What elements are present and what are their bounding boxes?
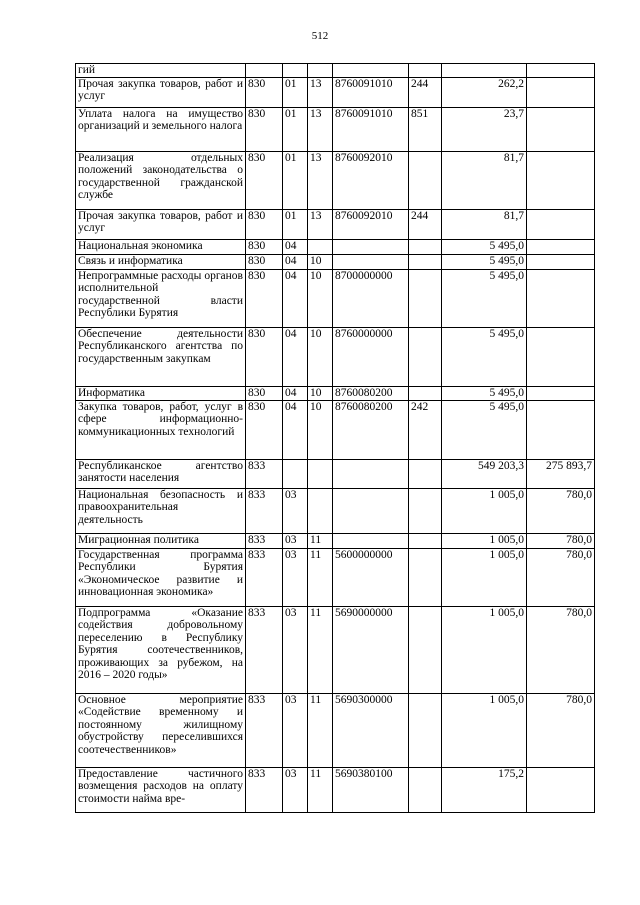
- row-ved: 833: [246, 459, 283, 488]
- table-row: [76, 209, 595, 239]
- row-rz: 01: [283, 209, 308, 239]
- table-row: [76, 459, 595, 488]
- table-row: [76, 533, 595, 548]
- row-rz: 01: [283, 151, 308, 209]
- row-sum-2: [527, 239, 595, 254]
- row-sum-2: 780,0: [527, 693, 595, 767]
- row-ved: 833: [246, 488, 283, 533]
- row-csr: 8760000000: [333, 327, 409, 386]
- row-sum-1: [442, 64, 527, 78]
- row-sum-1: 5 495,0: [442, 239, 527, 254]
- row-sum-2: [527, 269, 595, 327]
- row-csr: 5600000000: [333, 548, 409, 606]
- row-sum-2: [527, 107, 595, 151]
- budget-table: [75, 63, 595, 813]
- row-rz: 04: [283, 386, 308, 400]
- row-sum-2: 780,0: [527, 606, 595, 693]
- row-vr: [409, 693, 442, 767]
- row-name: Основное мероприятие «Содействие временному и постоянному жилищному обустройству переселившихся соотечественников»: [76, 693, 246, 767]
- table-row: [76, 386, 595, 400]
- row-rz: 01: [283, 77, 308, 107]
- row-name: Прочая закупка товаров, работ и услуг: [76, 209, 246, 239]
- row-name: Миграционная политика: [76, 533, 246, 548]
- table-row: [76, 400, 595, 459]
- row-name: Национальная экономика: [76, 239, 246, 254]
- row-sum-1: 1 005,0: [442, 606, 527, 693]
- table-row: [76, 239, 595, 254]
- row-name: Подпрограмма «Оказание содействия добровольному переселению в Республику Бурятия соотечественников, проживающих за рубежом, на 2016 – 2020 годы»: [76, 606, 246, 693]
- row-vr: [409, 254, 442, 269]
- row-sum-2: [527, 64, 595, 78]
- row-vr: [409, 606, 442, 693]
- row-csr: 5690300000: [333, 693, 409, 767]
- row-ved: [246, 64, 283, 78]
- row-pr: 11: [308, 693, 333, 767]
- table-row: [76, 254, 595, 269]
- page-number: 512: [311, 30, 329, 42]
- row-rz: 01: [283, 107, 308, 151]
- row-pr: 10: [308, 254, 333, 269]
- row-name: Республиканское агентство занятости населения: [76, 459, 246, 488]
- row-ved: 830: [246, 107, 283, 151]
- row-sum-2: 780,0: [527, 488, 595, 533]
- row-vr: [409, 64, 442, 78]
- row-pr: [308, 459, 333, 488]
- row-sum-1: 5 495,0: [442, 269, 527, 327]
- row-sum-1: 1 005,0: [442, 488, 527, 533]
- row-name: Уплата налога на имущество организаций и земельного налога: [76, 107, 246, 151]
- row-rz: 03: [283, 767, 308, 812]
- row-name: Обеспечение деятельности Республиканского агентства по государственным закупкам: [76, 327, 246, 386]
- row-rz: 03: [283, 533, 308, 548]
- row-ved: 833: [246, 533, 283, 548]
- row-pr: 13: [308, 151, 333, 209]
- row-csr: 8760080200: [333, 386, 409, 400]
- row-sum-1: 1 005,0: [442, 693, 527, 767]
- row-sum-2: [527, 77, 595, 107]
- row-vr: [409, 386, 442, 400]
- row-sum-1: 549 203,3: [442, 459, 527, 488]
- row-pr: [308, 64, 333, 78]
- row-pr: 13: [308, 209, 333, 239]
- row-rz: 04: [283, 269, 308, 327]
- row-vr: 244: [409, 77, 442, 107]
- row-ved: 830: [246, 400, 283, 459]
- row-sum-2: [527, 327, 595, 386]
- row-csr: 8760091010: [333, 77, 409, 107]
- row-pr: 10: [308, 386, 333, 400]
- row-name: Закупка товаров, работ, услуг в сфере информационно-коммуникационных технологий: [76, 400, 246, 459]
- row-name: Реализация отдельных положений законодательства о государственной гражданской службе: [76, 151, 246, 209]
- row-pr: 13: [308, 107, 333, 151]
- table-row: [76, 269, 595, 327]
- row-ved: 830: [246, 327, 283, 386]
- row-ved: 833: [246, 548, 283, 606]
- row-vr: 244: [409, 209, 442, 239]
- row-pr: 11: [308, 548, 333, 606]
- row-sum-2: 780,0: [527, 533, 595, 548]
- row-vr: [409, 239, 442, 254]
- row-sum-1: 5 495,0: [442, 327, 527, 386]
- row-vr: [409, 548, 442, 606]
- row-ved: 830: [246, 254, 283, 269]
- row-ved: 830: [246, 77, 283, 107]
- row-csr: [333, 459, 409, 488]
- row-sum-1: 81,7: [442, 209, 527, 239]
- row-name: Национальная безопасность и правоохранительная деятельность: [76, 488, 246, 533]
- row-csr: [333, 533, 409, 548]
- table-row: [76, 606, 595, 693]
- row-rz: [283, 459, 308, 488]
- table-row: [76, 767, 595, 812]
- row-csr: [333, 64, 409, 78]
- row-ved: 830: [246, 386, 283, 400]
- table-row: [76, 548, 595, 606]
- row-pr: 11: [308, 533, 333, 548]
- row-name: гий: [76, 64, 246, 78]
- table-row: [76, 693, 595, 767]
- row-sum-1: 81,7: [442, 151, 527, 209]
- row-sum-1: 175,2: [442, 767, 527, 812]
- row-vr: 242: [409, 400, 442, 459]
- row-sum-1: 262,2: [442, 77, 527, 107]
- row-rz: 03: [283, 548, 308, 606]
- table-row: [76, 77, 595, 107]
- row-sum-2: 275 893,7: [527, 459, 595, 488]
- row-vr: [409, 533, 442, 548]
- row-sum-1: 5 495,0: [442, 254, 527, 269]
- table-row: [76, 64, 595, 78]
- row-csr: 8760091010: [333, 107, 409, 151]
- row-ved: 830: [246, 151, 283, 209]
- row-sum-2: [527, 400, 595, 459]
- row-vr: 851: [409, 107, 442, 151]
- row-name: Государственная программа Республики Бурятия «Экономическое развитие и инновационная экономика»: [76, 548, 246, 606]
- row-csr: [333, 488, 409, 533]
- row-pr: [308, 239, 333, 254]
- row-sum-2: [527, 151, 595, 209]
- row-sum-2: [527, 209, 595, 239]
- row-pr: 11: [308, 767, 333, 812]
- row-csr: 5690000000: [333, 606, 409, 693]
- row-sum-2: [527, 254, 595, 269]
- row-vr: [409, 488, 442, 533]
- row-sum-1: 1 005,0: [442, 533, 527, 548]
- row-vr: [409, 327, 442, 386]
- row-sum-2: 780,0: [527, 548, 595, 606]
- row-csr: [333, 239, 409, 254]
- row-csr: 8760092010: [333, 209, 409, 239]
- row-sum-2: [527, 386, 595, 400]
- row-name: Непрограммные расходы органов исполнительной государственной власти Республики Бурятия: [76, 269, 246, 327]
- row-sum-1: 5 495,0: [442, 386, 527, 400]
- row-vr: [409, 151, 442, 209]
- row-pr: 10: [308, 269, 333, 327]
- row-ved: 833: [246, 606, 283, 693]
- row-rz: 04: [283, 239, 308, 254]
- row-csr: 5690380100: [333, 767, 409, 812]
- row-rz: [283, 64, 308, 78]
- table-row: [76, 327, 595, 386]
- table-row: [76, 488, 595, 533]
- row-pr: 13: [308, 77, 333, 107]
- row-csr: 8700000000: [333, 269, 409, 327]
- row-rz: 04: [283, 254, 308, 269]
- row-ved: 833: [246, 767, 283, 812]
- row-name: Предоставление частичного возмещения расходов на оплату стоимости найма вре-: [76, 767, 246, 812]
- row-sum-1: 1 005,0: [442, 548, 527, 606]
- row-ved: 830: [246, 209, 283, 239]
- row-rz: 04: [283, 400, 308, 459]
- row-vr: [409, 269, 442, 327]
- row-name: Информатика: [76, 386, 246, 400]
- row-csr: [333, 254, 409, 269]
- row-name: Прочая закупка товаров, работ и услуг: [76, 77, 246, 107]
- row-ved: 830: [246, 269, 283, 327]
- row-rz: 03: [283, 606, 308, 693]
- row-pr: 10: [308, 400, 333, 459]
- row-sum-2: [527, 767, 595, 812]
- row-rz: 03: [283, 488, 308, 533]
- row-sum-1: 5 495,0: [442, 400, 527, 459]
- row-pr: [308, 488, 333, 533]
- row-pr: 11: [308, 606, 333, 693]
- row-ved: 833: [246, 693, 283, 767]
- row-sum-1: 23,7: [442, 107, 527, 151]
- row-rz: 03: [283, 693, 308, 767]
- row-csr: 8760080200: [333, 400, 409, 459]
- row-vr: [409, 459, 442, 488]
- row-rz: 04: [283, 327, 308, 386]
- row-ved: 830: [246, 239, 283, 254]
- table-row: [76, 151, 595, 209]
- row-pr: 10: [308, 327, 333, 386]
- table-row: [76, 107, 595, 151]
- row-name: Связь и информатика: [76, 254, 246, 269]
- row-vr: [409, 767, 442, 812]
- row-csr: 8760092010: [333, 151, 409, 209]
